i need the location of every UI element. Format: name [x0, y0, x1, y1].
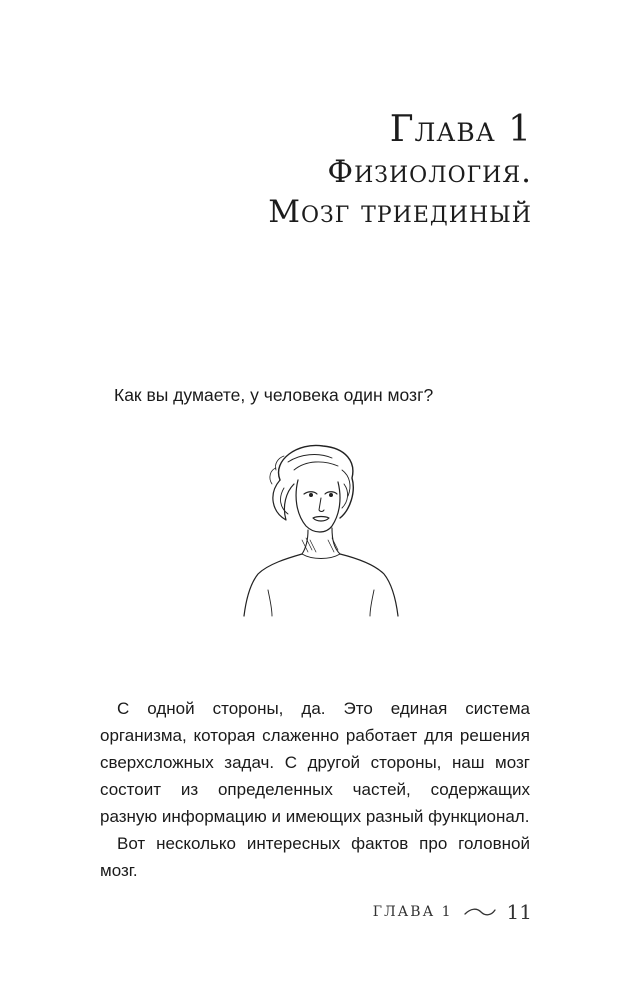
question-text: Как вы думаете, у человека один мозг?: [114, 385, 434, 405]
chapter-title-line-1: Физиология.: [327, 154, 532, 190]
chapter-number: Глава 1: [389, 109, 532, 150]
tilde-ornament-icon: [463, 906, 497, 918]
footer-chapter-label: ГЛАВА 1: [372, 904, 453, 920]
chapter-title-line-2: Мозг триединый: [268, 194, 532, 230]
body-paragraph-2: Вот несколько интересных фактов про головной мозг.: [100, 834, 530, 880]
chapter-heading: [268, 108, 532, 232]
page-footer: [373, 900, 532, 924]
portrait-sketch-icon: [228, 440, 418, 630]
body-paragraph-1: С одной стороны, да. Это единая система организма, которая слаженно работает для решения сверхсложных задач. С другой стороны, наш мозг состоит из определенных частей, содержащих разную информацию и имеющих разный функционал.: [100, 699, 530, 826]
page-number: 11: [506, 900, 532, 924]
woman-portrait-illustration: [228, 440, 418, 630]
body-text: [100, 695, 530, 884]
